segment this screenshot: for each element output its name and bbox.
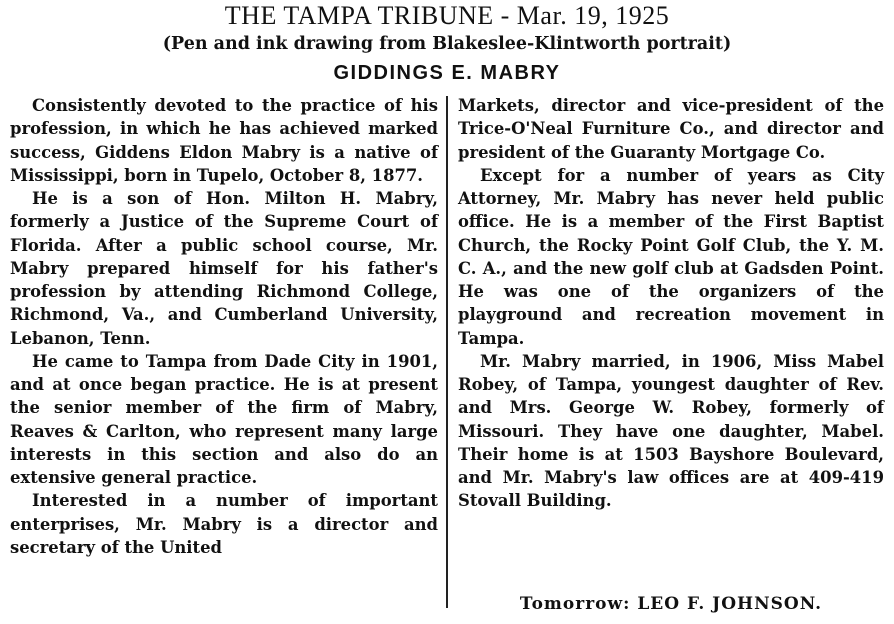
paragraph: Except for a number of years as City Attorney, Mr. Mabry has never held public office. He is a member of the First Baptist Church, the Rocky Point Golf Club, the Y. M. C. A., and the new golf club at Gadsden Point. He was one of the organizers of the playground and recreation movement in Tampa. — [458, 165, 884, 348]
left-column — [10, 94, 438, 559]
paragraph: Interested in a number of important enterprises, Mr. Mabry is a director and secretary of the United — [10, 491, 438, 557]
portrait-caption: (Pen and ink drawing from Blakeslee-Klintworth portrait) — [162, 34, 732, 54]
paragraph: Mr. Mabry married, in 1906, Miss Mabel Robey, of Tampa, youngest daughter of Rev. and Mrs. George W. Robey, formerly of Missouri. They have one daughter, Mabel. Their home is at 1503 Bayshore Boulevard, and Mr. Mabry's law offices are at 409-419 Stovall Building. — [458, 351, 884, 511]
paragraph: Consistently devoted to the practice of his profession, in which he has achieved marked success, Giddens Eldon Mabry is a native of Mississippi, born in Tupelo, October 8, 1877. — [10, 96, 438, 185]
paragraph: He is a son of Hon. Milton H. Mabry, formerly a Justice of the Supreme Court of Florida. After a public school course, Mr. Mabry prepared himself for his father's profession by attending Richmond College, Richmond, Va., and Cumberland University, Lebanon, Tenn. — [10, 189, 438, 348]
right-column — [458, 94, 884, 513]
paragraph: Markets, director and vice-president of the Trice-O'Neal Furniture Co., and director and president of the Guaranty Mortgage Co. — [458, 96, 884, 162]
column-divider — [446, 96, 448, 608]
tomorrow-note: Tomorrow: LEO F. JOHNSON. — [519, 594, 823, 614]
paragraph: He came to Tampa from Dade City in 1901, and at once began practice. He is at present the senior member of the firm of Mabry, Reaves & Carlton, who represent many large interests in this section and also do an extensive general practice. — [10, 351, 438, 487]
article-title: GIDDINGS E. MABRY — [333, 62, 561, 84]
masthead: THE TAMPA TRIBUNE - Mar. 19, 1925 — [224, 1, 670, 30]
